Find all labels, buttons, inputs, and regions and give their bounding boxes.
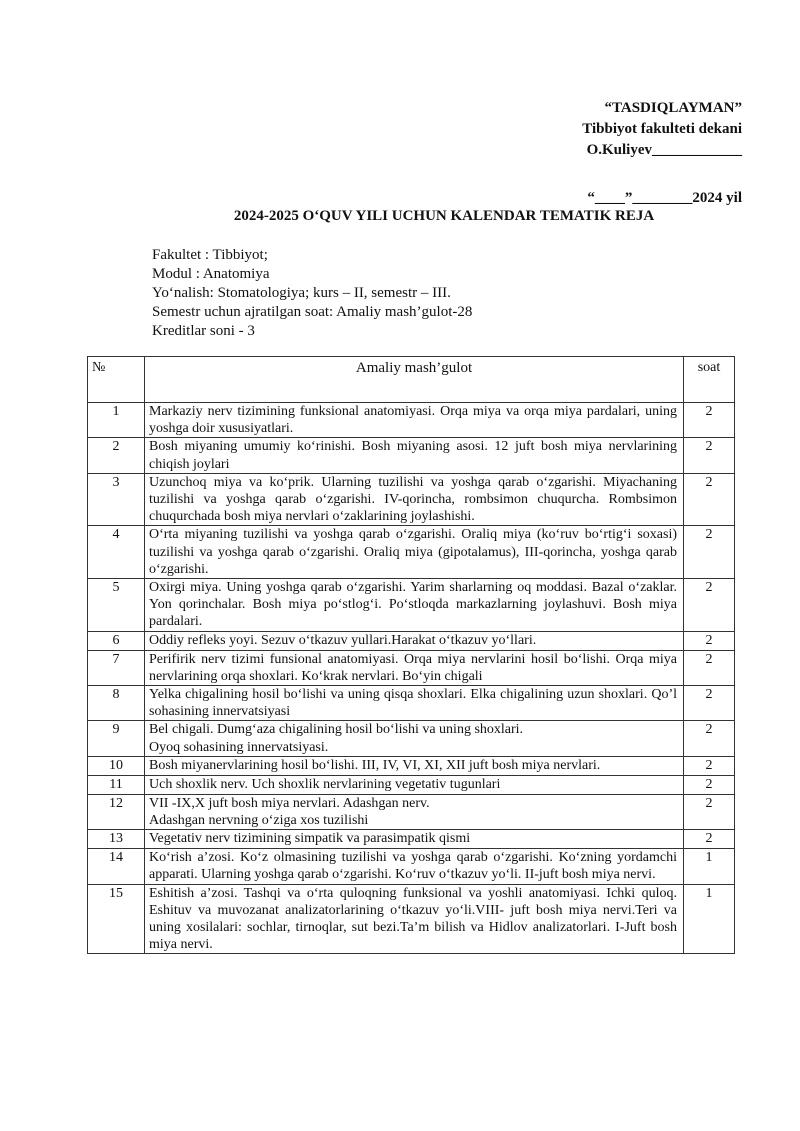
row-hours: 2: [684, 438, 735, 473]
table-row: [88, 473, 735, 526]
row-number: 12: [88, 794, 145, 829]
row-hours: 2: [684, 650, 735, 685]
row-hours: 2: [684, 775, 735, 794]
info-credits: Kreditlar soni - 3: [152, 323, 255, 339]
row-number: 13: [88, 830, 145, 849]
row-number: 1: [88, 403, 145, 438]
info-hours: Semestr uchun ajratilgan soat: Amaliy mash’gulot-28: [152, 304, 473, 320]
approval-signatory: O.Kuliyev____________: [586, 142, 742, 158]
row-number: 7: [88, 650, 145, 685]
row-topic: Uch shoxlik nerv. Uch shoxlik nervlarining vegetativ tugunlari: [145, 775, 684, 794]
table-header-row: [88, 357, 735, 403]
row-number: 4: [88, 526, 145, 579]
header-number: №: [88, 357, 145, 403]
row-topic: Vegetativ nerv tizimining simpatik va parasimpatik qismi: [145, 830, 684, 849]
table-row: [88, 794, 735, 829]
schedule-table: [87, 356, 735, 954]
row-number: 10: [88, 756, 145, 775]
row-hours: 2: [684, 756, 735, 775]
table-row: [88, 830, 735, 849]
header-hours: soat: [684, 357, 735, 403]
row-hours: 2: [684, 830, 735, 849]
row-hours: 2: [684, 794, 735, 829]
row-hours: 2: [684, 721, 735, 756]
table-row: [88, 438, 735, 473]
row-hours: 1: [684, 849, 735, 884]
row-topic: VII -IX,X juft bosh miya nervlari. Adashgan nerv. Adashgan nervning o‘ziga xos tuzilishi: [145, 794, 684, 829]
row-number: 3: [88, 473, 145, 526]
row-topic: O‘rta miyaning tuzilishi va yoshga qarab o‘zgarishi. Oraliq miya (ko‘ruv bo‘rtig‘i soxasi) tuzilishi va yoshga qarab o‘zgarishi. Oraliq miya (gipotalamus), III-qorincha, yoshga qarab o‘zgarishi.: [145, 526, 684, 579]
table-row: [88, 686, 735, 721]
row-number: 11: [88, 775, 145, 794]
table-row: [88, 650, 735, 685]
approval-block: [582, 98, 742, 209]
approval-position: Tibbiyot fakulteti dekani: [582, 121, 742, 137]
row-hours: 2: [684, 686, 735, 721]
table-row: [88, 884, 735, 954]
table-row: [88, 721, 735, 756]
row-number: 14: [88, 849, 145, 884]
row-topic: Perifirik nerv tizimi funsional anatomiyasi. Orqa miya nervlarini hosil bo‘lishi. Orqa miya nervlarining orqa shoxlari. Ko‘krak nervlari. Bo‘yin chigali: [145, 650, 684, 685]
row-number: 2: [88, 438, 145, 473]
row-topic: Bosh miyanervlarining hosil bo‘lishi. III, IV, VI, XI, XII juft bosh miya nervlari.: [145, 756, 684, 775]
document-title: 2024-2025 O‘QUV YILI UCHUN KALENDAR TEMATIK REJA: [233, 208, 655, 224]
row-topic: Eshitish a’zosi. Tashqi va o‘rta quloqning funksional va yoshli anatomiyasi. Ichki quloq. Eshituv va muvozanat analizatorlarining o‘tkazuv yo‘li.VIII- juft bosh miya nervi.Teri va uning xosilalari: sochlar, tirnoqlar, sut bezi.Ta’m bilish va Hidlov analizatorlari. I-Juft bosh miya nervi.: [145, 884, 684, 954]
info-module: Modul : Anatomiya: [152, 266, 270, 282]
row-number: 15: [88, 884, 145, 954]
course-info: [152, 246, 472, 341]
table-row: [88, 849, 735, 884]
row-topic: Bosh miyaning umumiy ko‘rinishi. Bosh miyaning asosi. 12 juft bosh miya nervlarining chiqish joylari: [145, 438, 684, 473]
row-hours: 2: [684, 403, 735, 438]
row-hours: 2: [684, 526, 735, 579]
table-row: [88, 526, 735, 579]
info-direction: Yo‘nalish: Stomatologiya; kurs – II, semestr – III.: [152, 285, 451, 301]
table-row: [88, 631, 735, 650]
table-row: [88, 579, 735, 632]
row-topic: Uzunchoq miya va ko‘prik. Ularning tuzilishi va yoshga qarab o‘zgarishi. Miyachaning tuzilishi va yoshga qarab o‘zgarishi. IV-qorincha, rombsimon chuqurcha. Rombsimon chuqurchada bosh miya nervlari o‘zaklarining joylashishi.: [145, 473, 684, 526]
header-topic: Amaliy mash’gulot: [145, 357, 684, 403]
table-row: [88, 775, 735, 794]
row-topic: Oddiy refleks yoyi. Sezuv o‘tkazuv yullari.Harakat o‘tkazuv yo‘llari.: [145, 631, 684, 650]
row-topic: Oxirgi miya. Uning yoshga qarab o‘zgarishi. Yarim sharlarning oq moddasi. Bazal o‘zaklar. Yon qorinchalar. Bosh miya po‘stlog‘i. Po‘stloqda markazlarning joylashuvi. Bosh miya pardalari.: [145, 579, 684, 632]
row-number: 8: [88, 686, 145, 721]
row-hours: 1: [684, 884, 735, 954]
row-hours: 2: [684, 579, 735, 632]
row-hours: 2: [684, 631, 735, 650]
row-topic: Markaziy nerv tizimining funksional anatomiyasi. Orqa miya va orqa miya pardalari, uning yoshga doir xususiyatlari.: [145, 403, 684, 438]
row-topic: Bel chigali. Dumg‘aza chigalining hosil bo‘lishi va uning shoxlari. Oyoq sohasining innervatsiyasi.: [145, 721, 684, 756]
row-hours: 2: [684, 473, 735, 526]
approval-date: “____”________2024 yil: [587, 190, 742, 206]
row-number: 5: [88, 579, 145, 632]
table-row: [88, 756, 735, 775]
row-topic: Ko‘rish a’zosi. Ko‘z olmasining tuzilishi va yoshga qarab o‘zgarishi. Ko‘zning yordamchi apparati. Ularning yoshga qarab o‘zgarishi. Ko‘ruv o‘tkazuv yo‘li. II-juft bosh miya nervi.: [145, 849, 684, 884]
row-number: 9: [88, 721, 145, 756]
info-faculty: Fakultet : Tibbiyot;: [152, 247, 268, 263]
row-topic: Yelka chigalining hosil bo‘lishi va uning qisqa shoxlari. Elka chigalining uzun shoxlari. Qo’l sohasining innervatsiyasi: [145, 686, 684, 721]
row-number: 6: [88, 631, 145, 650]
approval-heading: “TASDIQLAYMAN”: [604, 100, 742, 116]
table-row: [88, 403, 735, 438]
